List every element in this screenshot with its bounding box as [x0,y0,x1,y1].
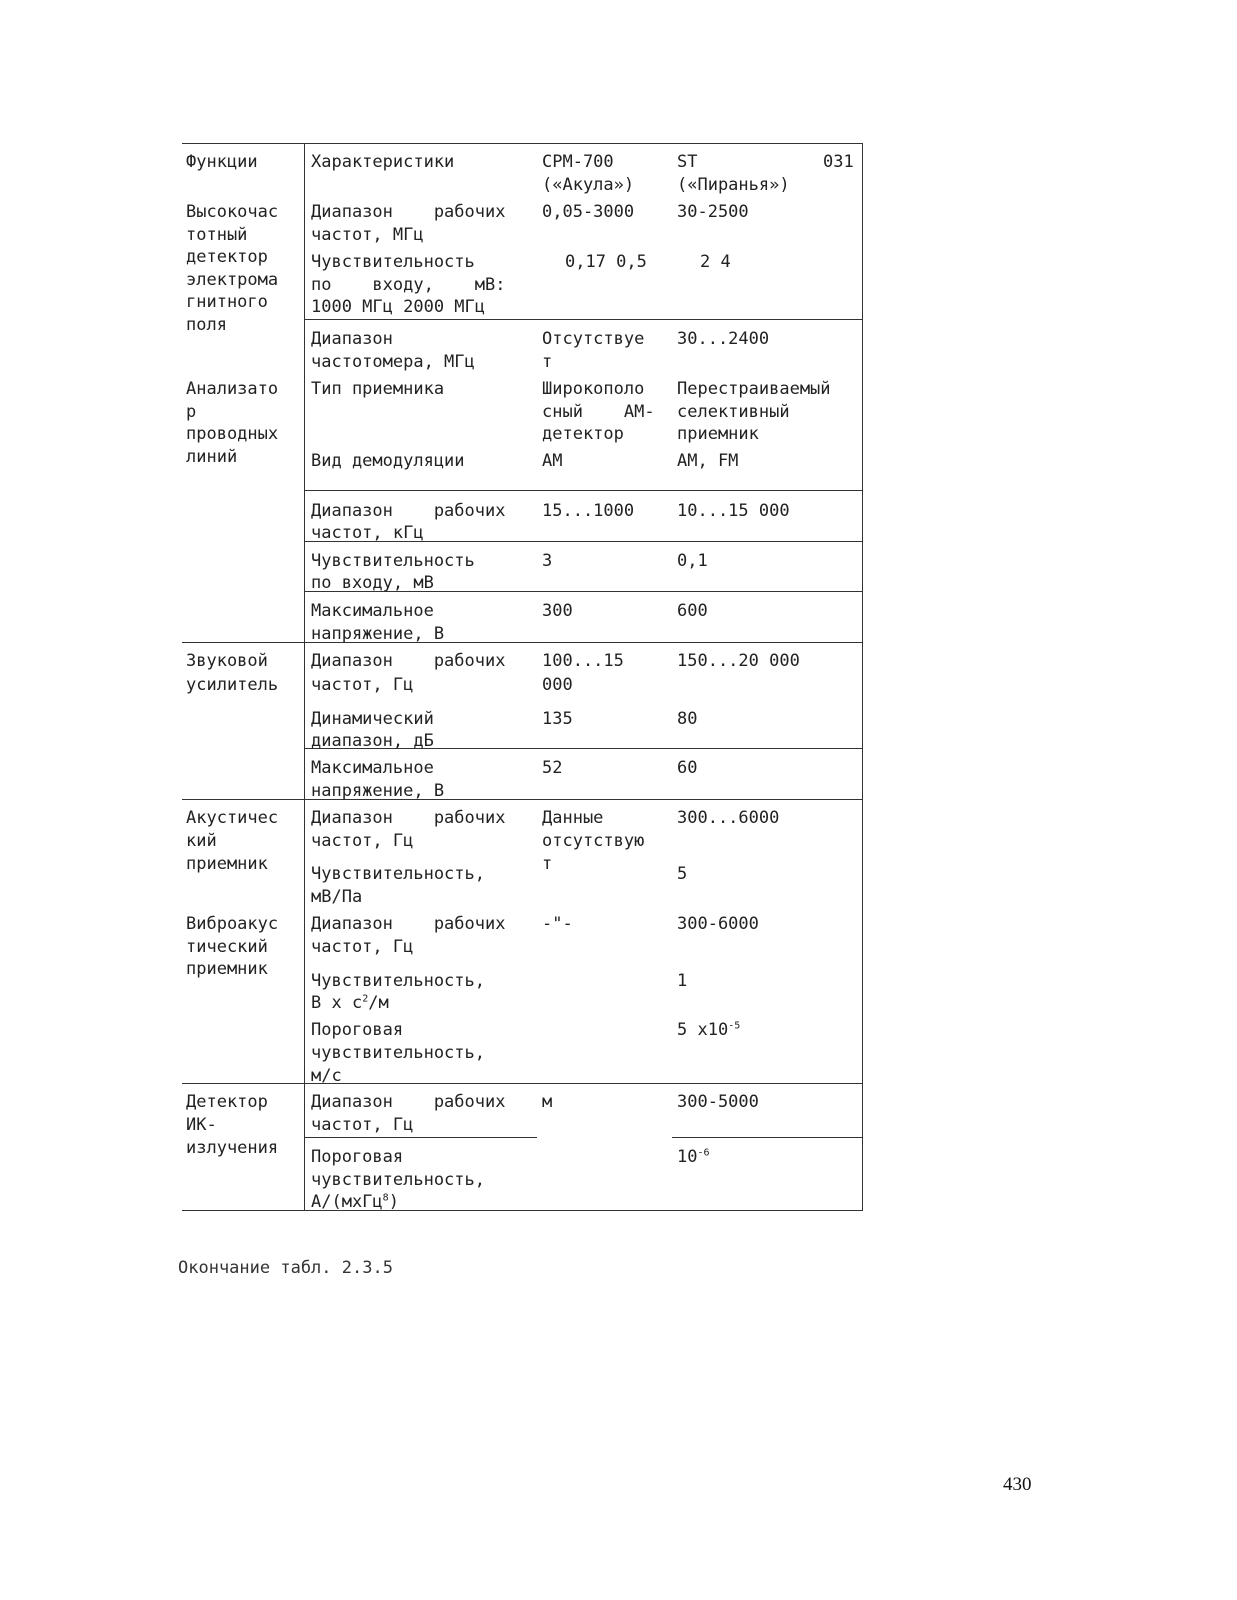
cell-value-2: 2 4 [700,252,731,272]
cell-char: Диапазон рабочих [311,1092,506,1112]
cell-value-1: 300 [542,601,573,621]
cell-char: Чувствительность [311,252,475,272]
table-bottom-line [182,1210,863,1211]
cell-char: напряжение, В [311,624,445,644]
cell-value-2: АМ, FM [677,451,739,471]
cell-value-2: 300-5000 [677,1092,759,1112]
function-line: тотный [186,225,248,245]
table-top-line [182,143,863,144]
row-line [304,319,863,320]
function-line: ИК- [186,1115,217,1135]
cell-value-1: -"- [542,914,573,934]
cell-char-part: А/(мхГц [311,1192,383,1212]
superscript: -5 [728,1020,741,1032]
cell-value-1: м [542,1092,553,1112]
cell-value-1: 3 [542,551,553,571]
function-line: линий [186,447,238,467]
cell-char: частот, Гц [311,831,414,851]
function-line: гнитного [186,292,268,312]
cell-char: Вид демодуляции [311,451,465,471]
cell-char: диапазон, дБ [311,731,434,751]
row-line [182,1083,863,1084]
cell-char: 1000 МГц 2000 МГц [311,297,485,317]
function-line: Высокочас [186,202,279,222]
function-line: поля [186,315,227,335]
cell-char: Чувствительность [311,551,475,571]
cell-value-1: 0,17 0,5 [565,252,647,272]
cell-value-1: Данные [542,808,604,828]
cell-value-2: приемник [677,424,759,444]
cell-value-1: Отсутствуе [542,329,645,349]
function-line: детектор [186,247,268,267]
cell-char: Диапазон рабочих [311,202,506,222]
cell-char: Диапазон [311,329,393,349]
table-right-line [862,143,863,1211]
cell-value-2: 600 [677,601,708,621]
header-col2-model: ST [677,152,698,172]
cell-value-2: 10...15 000 [677,501,790,521]
cell-value-2: 1 [677,971,688,991]
row-line [182,799,863,800]
row-line [304,1137,537,1138]
cell-char: Диапазон рабочих [311,651,506,671]
function-line: приемник [186,854,268,874]
cell-value-2: 80 [677,709,698,729]
cell-value-1: АМ [542,451,563,471]
cell-char-part: ) [388,1192,399,1212]
cell-value-2: 0,1 [677,551,708,571]
cell-char: мВ/Па [311,887,363,907]
header-col1-model: CPM-700 [542,152,614,172]
superscript: 2 [362,993,369,1005]
cell-value-2: 300...6000 [677,808,780,828]
function-line: излучения [186,1138,279,1158]
cell-value-1: 000 [542,675,573,695]
function-line: р [186,402,197,422]
cell-char: напряжение, В [311,781,445,801]
cell-value-1: 52 [542,758,563,778]
function-line: электрома [186,270,279,290]
cell-char: Пороговая [311,1020,404,1040]
cell-value-1: Широкополо [542,379,645,399]
cell-value-2 [677,1146,710,1169]
cell-value-2: 5 [677,864,688,884]
cell-value-2: селективный [677,402,790,422]
cell-char: частот, Гц [311,937,414,957]
superscript: -6 [697,1147,710,1159]
cell-char: Чувствительность, [311,864,485,884]
cell-value-2 [677,1019,740,1042]
cell-value-1: 15...1000 [542,501,635,521]
cell-value-1: 0,05-3000 [542,202,635,222]
cell-char: Тип приемника [311,379,445,399]
value-part: 5 х10 [677,1020,729,1040]
cell-char: частот, кГц [311,523,424,543]
cell-value-2: 30...2400 [677,329,770,349]
row-line [182,642,863,643]
function-line: Виброакус [186,914,279,934]
cell-char: м/с [311,1066,342,1086]
cell-value-1: 100...15 [542,651,624,671]
header-col2-name: («Пиранья») [677,175,790,195]
cell-char: Диапазон рабочих [311,808,506,828]
cell-char [311,1191,399,1214]
function-line: приемник [186,959,268,979]
function-line: тический [186,937,268,957]
row-line [304,490,863,491]
cell-value-2: 150...20 000 [677,651,800,671]
cell-char: Динамический [311,709,434,729]
cell-value-1: т [542,854,553,874]
cell-value-1: сный АМ- [542,402,655,422]
cell-char: чувствительность, [311,1043,485,1063]
cell-value-1: детектор [542,424,624,444]
cell-char: частот, МГц [311,225,424,245]
cell-char: чувствительность, [311,1170,485,1190]
row-line [672,1137,863,1138]
function-line: Звуковой [186,651,268,671]
header-characteristics: Характеристики [311,152,455,172]
cell-char: Максимальное [311,601,434,621]
cell-char: Пороговая [311,1147,404,1167]
cell-value-2: 300-6000 [677,914,759,934]
cell-char-part: В х с [311,993,363,1013]
cell-value-1: т [542,352,553,372]
function-line: кий [186,831,217,851]
cell-char: Диапазон рабочих [311,501,506,521]
cell-char-part: /м [368,993,389,1013]
cell-value-1: 135 [542,709,573,729]
superscript: 8 [382,1192,389,1204]
cell-value-2: 30-2500 [677,202,749,222]
cell-char: частот, Гц [311,675,414,695]
cell-char: частот, Гц [311,1115,414,1135]
cell-char: по входу, мВ: [311,275,506,295]
function-line: усилитель [186,675,279,695]
function-line: Детектор [186,1092,268,1112]
page-number: 430 [1003,1474,1032,1495]
table-caption: Окончание табл. 2.3.5 [178,1258,393,1278]
cell-char [311,992,389,1015]
header-functions: Функции [186,152,258,172]
cell-value-2: 60 [677,758,698,778]
table-left-line [304,143,305,1211]
cell-value-2: Перестраиваемый [677,379,831,399]
cell-char: частотомера, МГц [311,352,475,372]
value-part: 10 [677,1147,698,1167]
cell-char: по входу, мВ [311,573,434,593]
cell-char: Максимальное [311,758,434,778]
header-col1-name: («Акула») [542,175,635,195]
cell-char: Чувствительность, [311,971,485,991]
function-line: проводных [186,424,279,444]
header-col2-model-num: 031 [823,152,854,172]
cell-char: Диапазон рабочих [311,914,506,934]
cell-value-1: отсутствую [542,831,645,851]
function-line: Анализато [186,379,279,399]
function-line: Акустичес [186,808,279,828]
